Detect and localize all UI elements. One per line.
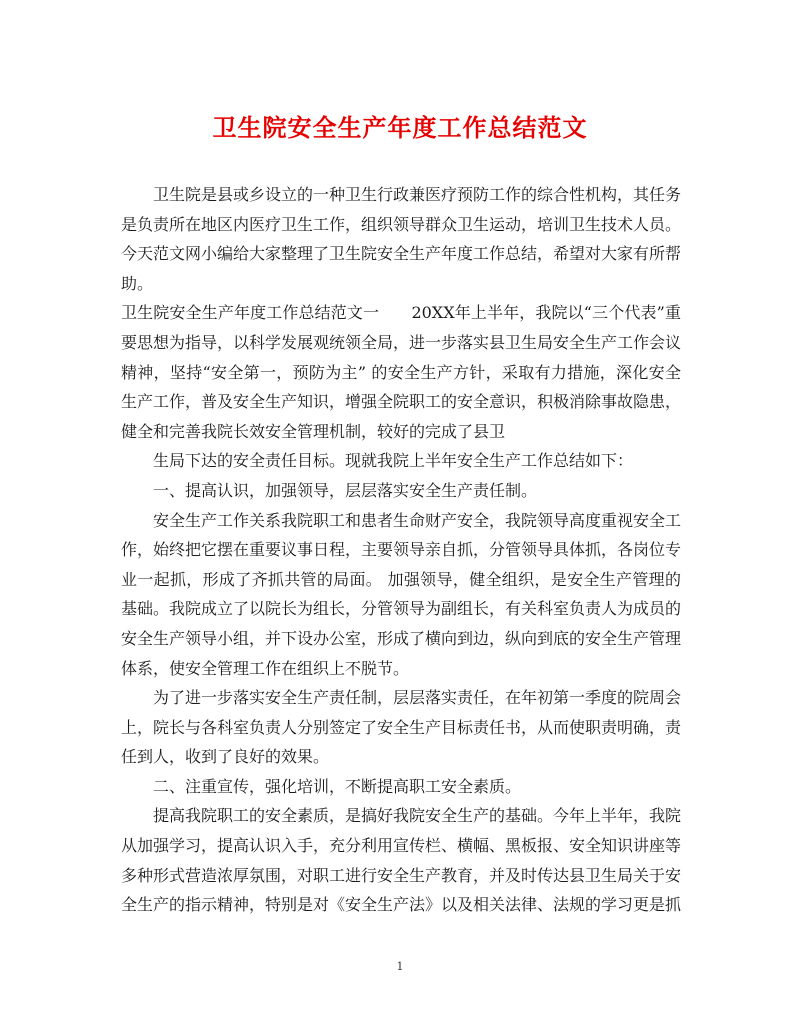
document-title: 卫生院安全生产年度工作总结范文 [212, 113, 588, 142]
body-paragraph: 为了进一步落实安全生产责任制，层层落实责任，在年初第一季度的院周会上，院长与各科室负责人分别签定了安全生产目标责任书，从而使职责明确，责任到人，收到了良好的效果。 [121, 688, 682, 767]
heading-two: 二、注重宣传，强化培训，不断提高职工安全素质。 [153, 776, 522, 796]
body-paragraph: 安全生产工作关系我院职工和患者生命财产安全，我院领导高度重视安全工作，始终把它摆在重要议事日程，主要领导亲自抓，分管领导具体抓，各岗位专业一起抓，形成了齐抓共管的局面。 加强领导，健全组织，是安全生产管理的基础。我院成立了以院长为组长，分管领导为副组长，有关科室负责人为成员的安全生产领导小组，并下设办公室，形成了横向到边，纵向到底的安全生产管理体系，使安全管理工作在组织上不脱节。 [121, 510, 682, 678]
document-body [121, 180, 681, 920]
heading-one: 一、提高认识，加强领导，层层落实安全生产责任制。 [153, 480, 538, 500]
section-one-paragraph: 卫生院安全生产年度工作总结范文一 20XX年上半年，我院以“三个代表”重要思想为指导，以科学发展观统领全局，进一步落实县卫生局安全生产工作会议精神，坚持“安全第一，预防为主” 的安全生产方针，采取有力措施，深化安全生产工作，普及安全生产知识，增强全院职工的安全意识，积极消除事故隐患，健全和完善我院长效安全管理机制，较好的完成了县卫 [121, 303, 682, 441]
body-paragraph: 提高我院职工的安全素质，是搞好我院安全生产的基础。今年上半年，我院从加强学习，提高认识入手，充分利用宣传栏、横幅、黑板报、安全知识讲座等多种形式营造浓厚氛围，对职工进行安全生产教育，并及时传达县卫生局关于安全生产的指示精神，特别是对《安全生产法》以及相关法律、法规的学习更是抓 [121, 806, 682, 915]
continuation-paragraph: 生局下达的安全责任目标。现就我院上半年安全生产工作总结如下： [153, 451, 634, 471]
page-number: 1 [396, 960, 404, 973]
intro-paragraph: 卫生院是县或乡设立的一种卫生行政兼医疗预防工作的综合性机构，其任务是负责所在地区内医疗卫生工作，组织领导群众卫生运动，培训卫生技术人员。今天范文网小编给大家整理了卫生院安全生产年度工作总结，希望对大家有所帮助。 [121, 185, 682, 293]
